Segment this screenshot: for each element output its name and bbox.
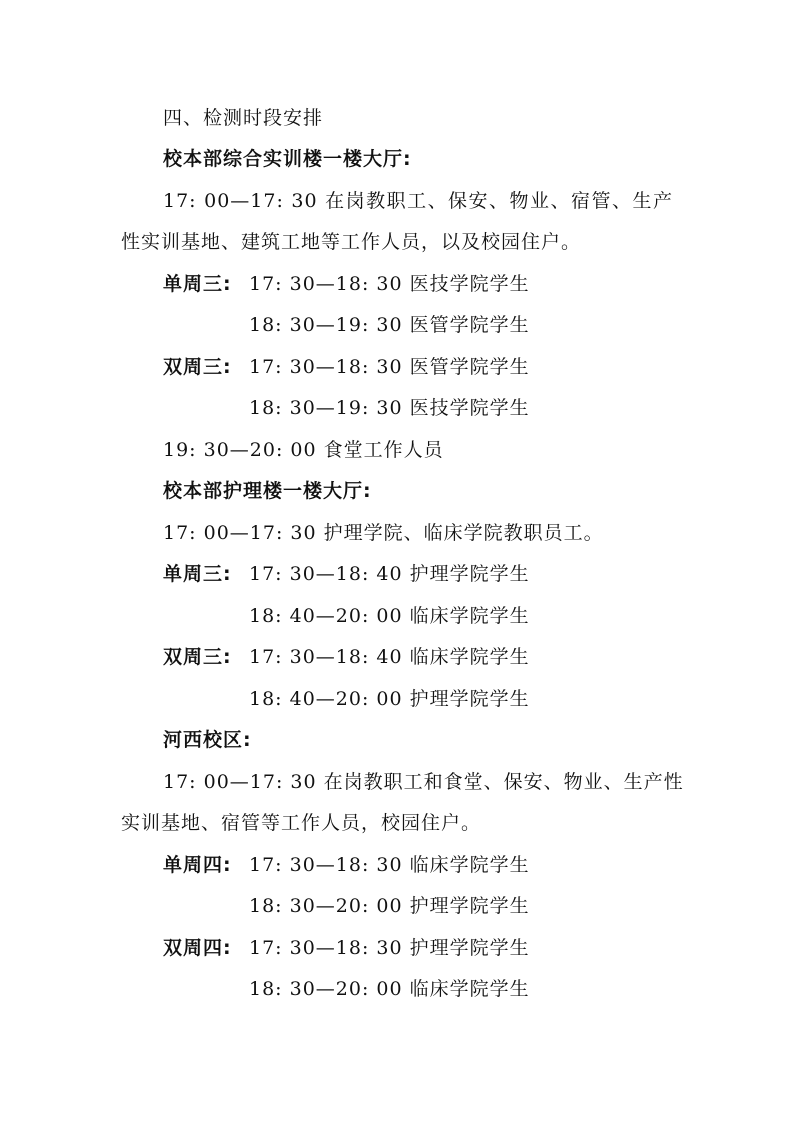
campus3-odd-label: 单周四:: [163, 854, 232, 876]
campus2-even-label: 双周三:: [163, 646, 232, 668]
campus1-even-slot1: 17: 30—18: 30 医管学院学生: [249, 356, 530, 378]
section-title: 四、检测时段安排: [163, 107, 324, 129]
campus3-even-label: 双周四:: [163, 937, 232, 959]
campus1-even-label: 双周三:: [163, 356, 232, 378]
campus1-odd-slot1: 17: 30—18: 30 医技学院学生: [249, 273, 530, 295]
campus1-intro-line2: 性实训基地、建筑工地等工作人员，以及校园住户。: [121, 231, 582, 253]
campus3-odd-slot2: 18: 30—20: 00 护理学院学生: [249, 895, 530, 917]
campus3-even-slot2: 18: 30—20: 00 临床学院学生: [249, 978, 530, 1000]
campus2-even-slot2: 18: 40—20: 00 护理学院学生: [249, 688, 530, 710]
campus2-intro: 17: 00—17: 30 护理学院、临床学院教职员工。: [163, 522, 604, 544]
campus1-even-slot2: 18: 30—19: 30 医技学院学生: [249, 397, 530, 419]
campus1-intro-line1: 17: 00—17: 30 在岗教职工、保安、物业、宿管、生产: [163, 190, 673, 212]
campus2-odd-label: 单周三:: [163, 563, 232, 585]
campus3-odd-slot1: 17: 30—18: 30 临床学院学生: [249, 854, 530, 876]
campus1-canteen-slot: 19: 30—20: 00 食堂工作人员: [163, 439, 444, 461]
campus2-even-slot1: 17: 30—18: 40 临床学院学生: [249, 646, 530, 668]
campus3-even-slot1: 17: 30—18: 30 护理学院学生: [249, 937, 530, 959]
campus2-odd-slot2: 18: 40—20: 00 临床学院学生: [249, 605, 530, 627]
campus3-intro-line2: 实训基地、宿管等工作人员，校园住户。: [121, 812, 482, 834]
campus2-heading: 校本部护理楼一楼大厅:: [163, 480, 372, 502]
campus1-odd-label: 单周三:: [163, 273, 232, 295]
campus1-odd-slot2: 18: 30—19: 30 医管学院学生: [249, 314, 530, 336]
campus2-odd-slot1: 17: 30—18: 40 护理学院学生: [249, 563, 530, 585]
campus1-heading: 校本部综合实训楼一楼大厅:: [163, 148, 412, 170]
campus3-intro-line1: 17: 00—17: 30 在岗教职工和食堂、保安、物业、生产性: [163, 771, 684, 793]
campus3-heading: 河西校区:: [163, 729, 252, 751]
